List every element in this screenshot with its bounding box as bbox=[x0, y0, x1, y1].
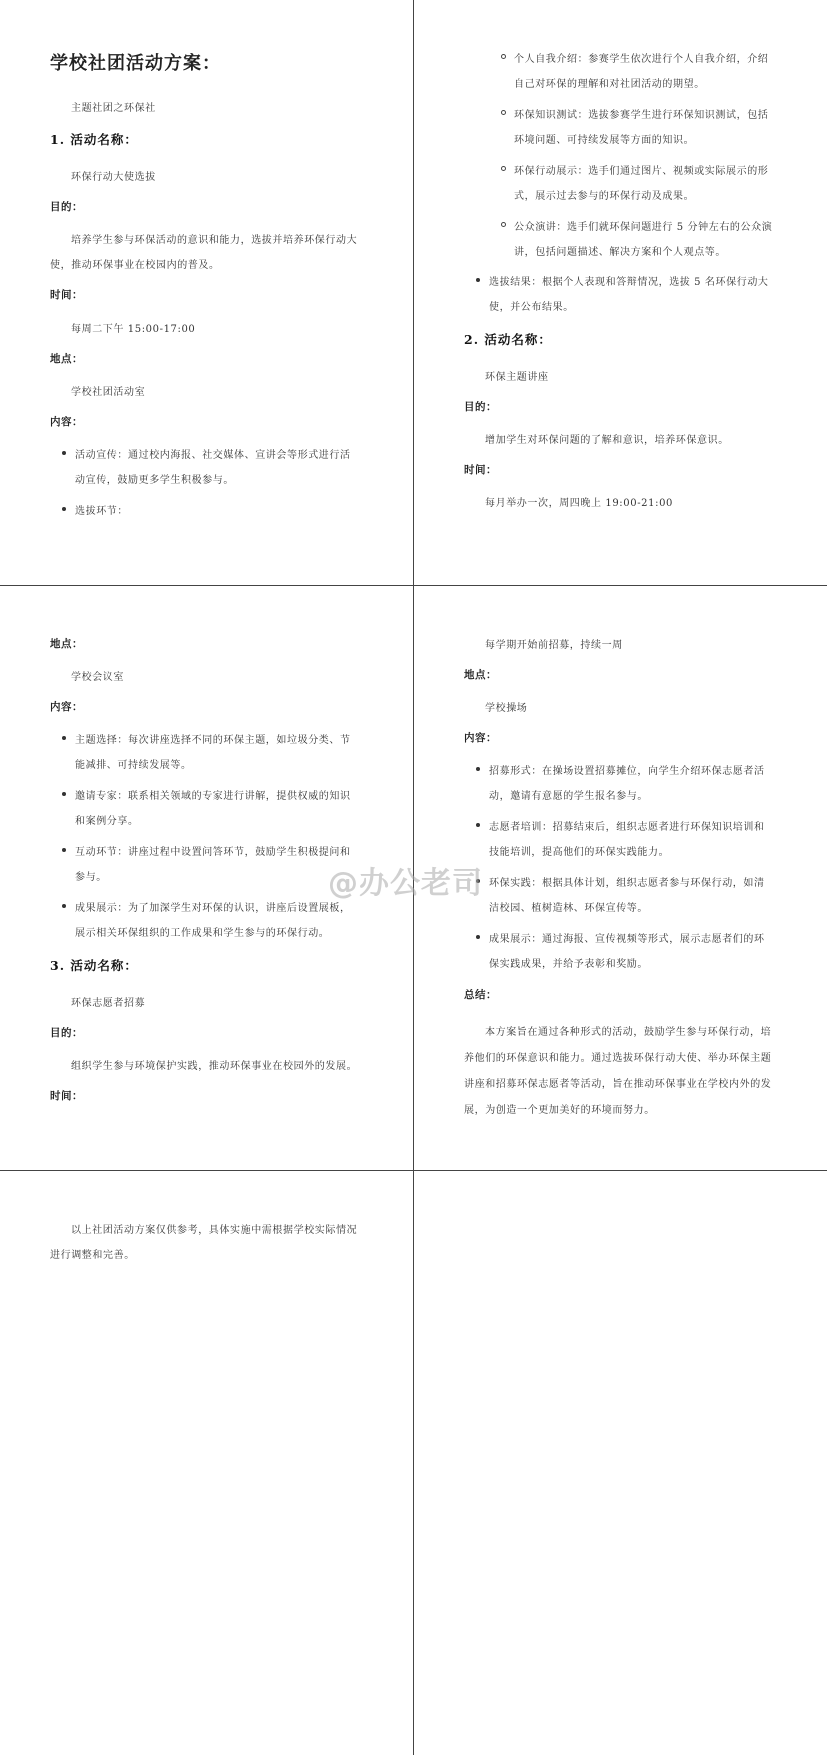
place-value: 学校社团活动室 bbox=[71, 387, 146, 398]
time-value: 每月举办一次，周四晚上 19:00-21:00 bbox=[485, 498, 673, 509]
content-label: 内容： bbox=[464, 732, 497, 744]
bullet-dot bbox=[476, 767, 480, 771]
sub-item-1-line-2: 自己对环保的理解和对社团活动的期望。 bbox=[514, 79, 705, 90]
bullet-dot bbox=[476, 935, 480, 939]
volunteer-bullet-1-line-2: 动，邀请有意愿的学生报名参与。 bbox=[489, 791, 648, 802]
bullet-dot bbox=[62, 736, 66, 740]
bullet-1-line-1: 活动宣传：通过校内海报、社交媒体、宣讲会等形式进行活 bbox=[75, 450, 351, 461]
sub-item-3-line-2: 式，展示过去参与的环保行动及成果。 bbox=[514, 191, 695, 202]
place-label: 地点： bbox=[50, 353, 83, 365]
volunteer-bullet-2-line-2: 技能培训，提高他们的环保实践能力。 bbox=[489, 847, 670, 858]
page-1 bbox=[0, 0, 413, 585]
lecture-bullet-4-line-1: 成果展示：为了加深学生对环保的认识，讲座后设置展板， bbox=[75, 903, 351, 914]
place-value: 学校操场 bbox=[485, 703, 528, 714]
sub-bullet-circle bbox=[501, 222, 506, 227]
volunteer-bullet-4-line-1: 成果展示：通过海报、宣传视频等形式，展示志愿者们的环 bbox=[489, 934, 765, 945]
bullet-1-line-2: 动宣传，鼓励更多学生积极参与。 bbox=[75, 475, 234, 486]
time-label: 时间： bbox=[50, 289, 83, 301]
bullet-2: 选拔环节： bbox=[75, 506, 128, 517]
summary-label: 总结： bbox=[464, 989, 497, 1001]
bullet-dot bbox=[476, 823, 480, 827]
sub-bullet-circle bbox=[501, 166, 506, 171]
purpose-label: 目的： bbox=[50, 201, 83, 213]
document-title: 学校社团活动方案： bbox=[50, 53, 221, 74]
purpose-value: 增加学生对环保问题的了解和意识，培养环保意识。 bbox=[485, 435, 729, 446]
sub-item-3-line-1: 环保行动展示：选手们通过图片、视频或实际展示的形 bbox=[514, 166, 769, 177]
sub-item-2-line-2: 环境问题、可持续发展等方面的知识。 bbox=[514, 135, 695, 146]
sub-item-4-line-2: 讲，包括问题描述、解决方案和个人观点等。 bbox=[514, 247, 726, 258]
summary-line-4: 展，为创造一个更加美好的环境而努力。 bbox=[464, 1105, 655, 1116]
lecture-bullet-2-line-2: 和案例分享。 bbox=[75, 816, 139, 827]
sub-item-2-line-1: 环保知识测试：选拔参赛学生进行环保知识测试，包括 bbox=[514, 110, 769, 121]
volunteer-bullet-4-line-2: 保实践成果，并给予表彰和奖励。 bbox=[489, 959, 648, 970]
activity-2-heading: 2. 活动名称： bbox=[464, 332, 552, 347]
closing-line-2: 进行调整和完善。 bbox=[50, 1250, 135, 1261]
bullet-dot bbox=[62, 792, 66, 796]
purpose-line-1: 培养学生参与环保活动的意识和能力，选拔并培养环保行动大 bbox=[71, 235, 358, 246]
summary-line-1: 本方案旨在通过各种形式的活动，鼓励学生参与环保行动，培 bbox=[485, 1027, 772, 1038]
sub-bullet-circle bbox=[501, 54, 506, 59]
selection-result-line-2: 使，并公布结果。 bbox=[489, 302, 574, 313]
activity-3-heading: 3. 活动名称： bbox=[50, 958, 138, 973]
lecture-bullet-1-line-1: 主题选择：每次讲座选择不同的环保主题，如垃圾分类、节 bbox=[75, 735, 351, 746]
sub-bullet-circle bbox=[501, 110, 506, 115]
summary-line-2: 养他们的环保意识和能力。通过选拔环保行动大使、举办环保主题 bbox=[464, 1053, 772, 1064]
purpose-label: 目的： bbox=[464, 401, 497, 413]
selection-result-line-1: 选拔结果：根据个人表现和答辩情况，选拔 5 名环保行动大 bbox=[489, 277, 769, 288]
activity-1-name: 环保行动大使选拔 bbox=[71, 172, 156, 183]
closing-line-1: 以上社团活动方案仅供参考，具体实施中需根据学校实际情况 bbox=[71, 1225, 358, 1236]
page-5 bbox=[0, 1171, 413, 1755]
lecture-bullet-2-line-1: 邀请专家：联系相关领域的专家进行讲解，提供权威的知识 bbox=[75, 791, 351, 802]
page-6 bbox=[414, 1171, 827, 1755]
activity-1-heading: 1. 活动名称： bbox=[50, 132, 138, 147]
bullet-dot bbox=[476, 278, 480, 282]
theme-text: 主题社团之环保社 bbox=[71, 103, 156, 114]
purpose-value: 组织学生参与环境保护实践，推动环保事业在校园外的发展。 bbox=[71, 1061, 358, 1072]
volunteer-bullet-2-line-1: 志愿者培训：招募结束后，组织志愿者进行环保知识培训和 bbox=[489, 822, 765, 833]
time-value: 每周二下午 15:00-17:00 bbox=[71, 324, 196, 335]
time-label: 时间： bbox=[464, 464, 497, 476]
bullet-dot bbox=[62, 451, 66, 455]
activity-3-name: 环保志愿者招募 bbox=[71, 998, 146, 1009]
lecture-bullet-3-line-2: 参与。 bbox=[75, 872, 107, 883]
summary-line-3: 讲座和招募环保志愿者等活动，旨在推动环保事业在学校内外的发 bbox=[464, 1079, 772, 1090]
purpose-line-2: 使，推动环保事业在校园内的普及。 bbox=[50, 260, 220, 271]
place-value: 学校会议室 bbox=[71, 672, 124, 683]
bullet-dot bbox=[62, 848, 66, 852]
content-label: 内容： bbox=[50, 701, 83, 713]
watermark: @办公老司 bbox=[328, 866, 483, 901]
lecture-bullet-1-line-2: 能减排、可持续发展等。 bbox=[75, 760, 192, 771]
bullet-dot bbox=[62, 507, 66, 511]
activity-2-name: 环保主题讲座 bbox=[485, 372, 549, 383]
lecture-bullet-4-line-2: 展示相关环保组织的工作成果和学生参与的环保行动。 bbox=[75, 928, 330, 939]
volunteer-bullet-3-line-1: 环保实践：根据具体计划，组织志愿者参与环保行动，如清 bbox=[489, 878, 765, 889]
volunteer-bullet-1-line-1: 招募形式：在操场设置招募摊位，向学生介绍环保志愿者活 bbox=[489, 766, 765, 777]
volunteer-bullet-3-line-2: 洁校园、植树造林、环保宣传等。 bbox=[489, 903, 648, 914]
place-label: 地点： bbox=[464, 669, 497, 681]
page-2 bbox=[414, 0, 827, 585]
sub-item-1-line-1: 个人自我介绍：参赛学生依次进行个人自我介绍，介绍 bbox=[514, 54, 769, 65]
time-value: 每学期开始前招募，持续一周 bbox=[485, 640, 623, 651]
place-label: 地点： bbox=[50, 638, 83, 650]
purpose-label: 目的： bbox=[50, 1027, 83, 1039]
content-label: 内容： bbox=[50, 416, 83, 428]
lecture-bullet-3-line-1: 互动环节：讲座过程中设置问答环节，鼓励学生积极提问和 bbox=[75, 847, 351, 858]
sub-item-4-line-1: 公众演讲：选手们就环保问题进行 5 分钟左右的公众演 bbox=[514, 222, 773, 233]
time-label: 时间： bbox=[50, 1090, 83, 1102]
bullet-dot bbox=[62, 904, 66, 908]
